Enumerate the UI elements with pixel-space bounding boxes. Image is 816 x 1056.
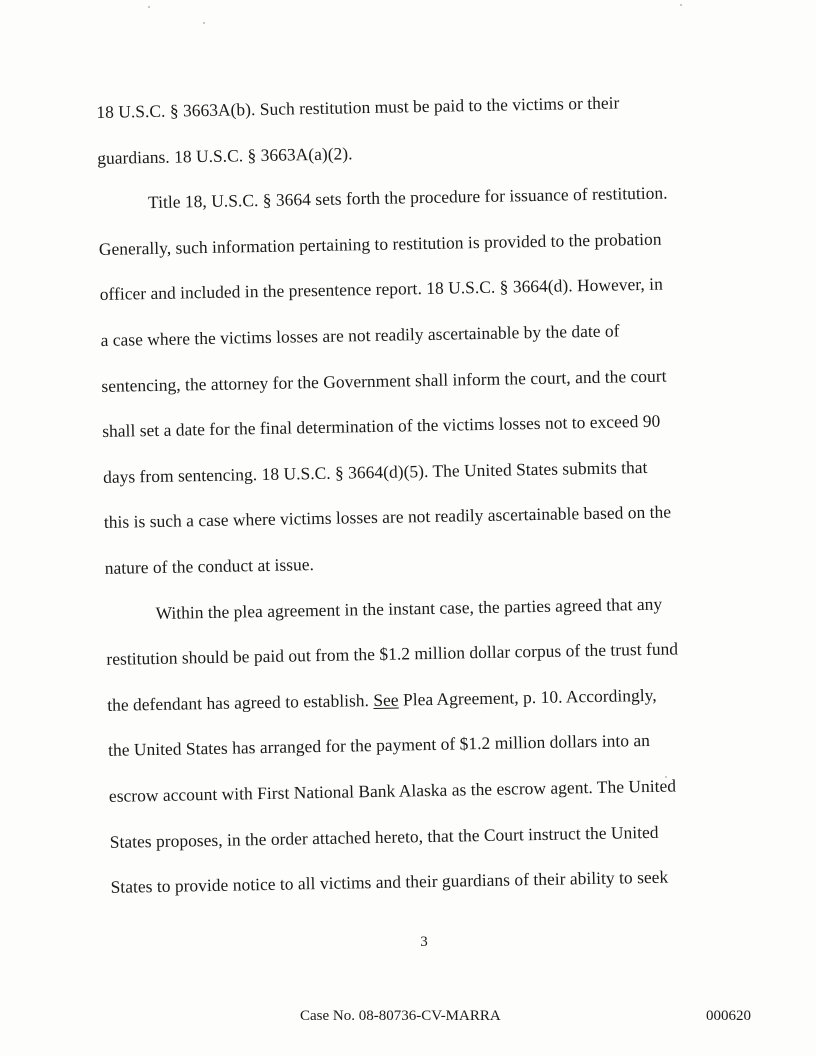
bates-number: 000620 bbox=[706, 1008, 751, 1024]
text-line: the United States has arranged for the payment of $1.2 million dollars into an bbox=[107, 730, 651, 761]
text-line: 18 U.S.C. § 3663A(b). Such restitution must be paid to the victims or their bbox=[96, 92, 620, 122]
scan-speck bbox=[148, 6, 150, 8]
page-number: 3 bbox=[420, 934, 428, 950]
text-line: days from sentencing. 18 U.S.C. § 3664(d)(5). The United States submits that bbox=[102, 456, 648, 487]
case-number: Case No. 08-80736-CV-MARRA bbox=[300, 1008, 501, 1024]
paragraph-start-line: Within the plea agreement in the instant case, the parties agreed that any bbox=[155, 593, 663, 623]
document-body bbox=[96, 78, 739, 910]
text-line: restitution should be paid out from the $1.2 million dollar corpus of the trust fund bbox=[106, 638, 679, 670]
see-signal: See bbox=[373, 689, 399, 710]
text-line: this is such a case where victims losses are not readily ascertainable based on the bbox=[103, 501, 672, 533]
text-segment: the defendant has agreed to establish. bbox=[107, 689, 374, 715]
scan-speck bbox=[203, 22, 205, 24]
text-line: shall set a date for the final determination of the victims losses not to exceed 90 bbox=[102, 410, 661, 442]
text-line: guardians. 18 U.S.C. § 3663A(a)(2). bbox=[97, 142, 353, 168]
text-line: Generally, such information pertaining to restitution is provided to the probation bbox=[98, 228, 662, 259]
text-line: officer and included in the presentence report. 18 U.S.C. § 3664(d). However, in bbox=[99, 274, 664, 305]
text-line: States to provide notice to all victims and their guardians of their ability to seek bbox=[110, 866, 669, 897]
paragraph-start-line: Title 18, U.S.C. § 3664 sets forth the procedure for issuance of restitution. bbox=[147, 182, 668, 213]
text-line: escrow account with First National Bank Alaska as the escrow agent. The United bbox=[108, 775, 677, 806]
text-segment: Plea Agreement, p. 10. Accordingly, bbox=[402, 684, 657, 710]
text-line: nature of the conduct at issue. bbox=[104, 554, 315, 578]
text-line: a case where the victims losses are not readily ascertainable by the date of bbox=[100, 320, 620, 350]
text-line: sentencing, the attorney for the Government shall inform the court, and the court bbox=[101, 365, 667, 396]
scan-speck bbox=[680, 4, 682, 6]
text-line: States proposes, in the order attached hereto, that the Court instruct the United bbox=[109, 821, 659, 852]
